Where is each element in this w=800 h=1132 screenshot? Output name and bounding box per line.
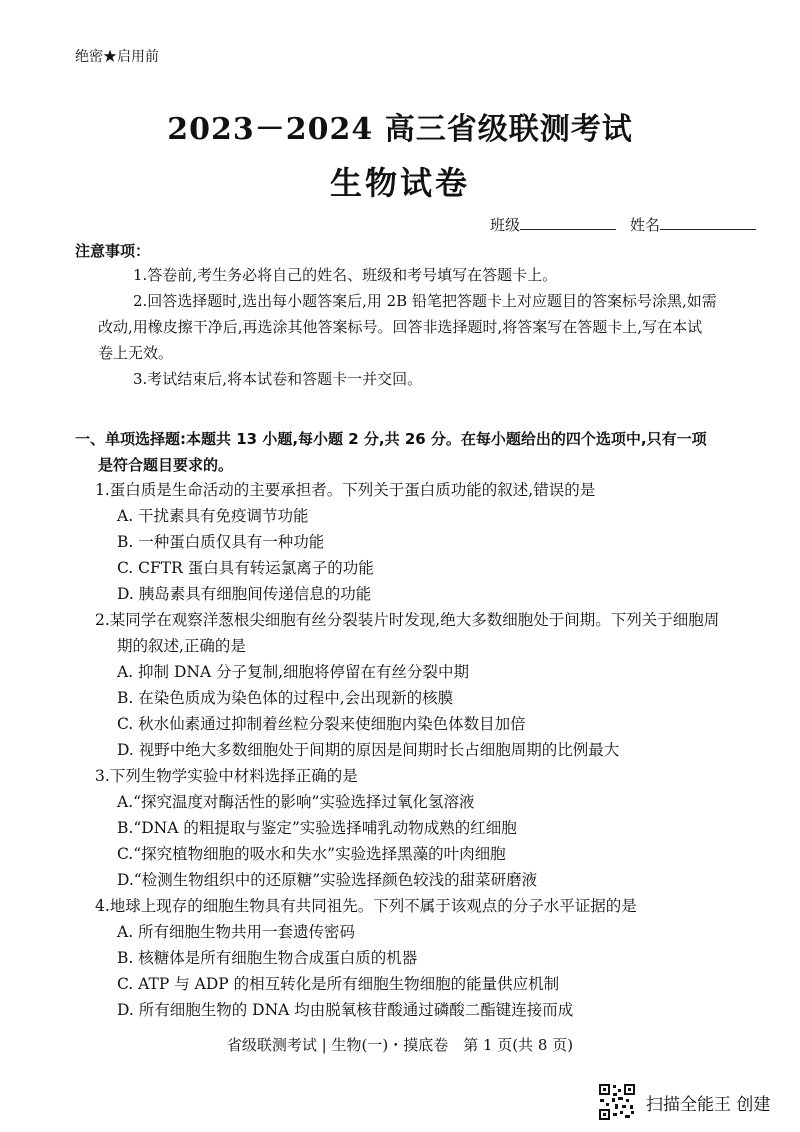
exam-title: 2023－2024 高三省级联测考试: [167, 112, 633, 147]
section-heading-cont: 是符合题目要求的。: [98, 456, 234, 474]
option: A. 干扰素具有免疫调节功能: [117, 507, 309, 525]
question-stem-cont: 期的叙述,正确的是: [117, 637, 246, 655]
student-info-fields: [490, 214, 770, 235]
scanner-watermark: [598, 1083, 770, 1121]
notice-line: 3.考试结束后,将本试卷和答题卡一并交回。: [133, 370, 423, 388]
section-heading: 一、单项选择题:本题共 13 小题,每小题 2 分,共 26 分。在每小题给出的四个选项中,只有一项: [75, 430, 707, 448]
notice-line: 改动,用橡皮擦干净后,再选涂其他答案标号。回答非选择题时,将答案写在答题卡上,写在本试: [98, 318, 703, 336]
option: B.“DNA 的粗提取与鉴定”实验选择哺乳动物成熟的红细胞: [117, 819, 517, 837]
option: B. 在染色质成为染色体的过程中,会出现新的核膜: [117, 689, 454, 707]
name-label: 姓名: [630, 216, 661, 234]
subject-title: 生物试卷: [329, 164, 470, 202]
notice-line: 2.回答选择题时,选出每小题答案后,用 2B 铅笔把答题卡上对应题目的答案标号涂黑,如需: [133, 292, 717, 310]
option: A.“探究温度对酶活性的影响”实验选择过氧化氢溶液: [117, 793, 475, 811]
notice-heading: 注意事项：: [75, 242, 151, 260]
watermark-text: 扫描全能王 创建: [646, 1094, 771, 1115]
option: A. 抑制 DNA 分子复制,细胞将停留在有丝分裂中期: [117, 663, 470, 681]
notice-line: 卷上无效。: [98, 344, 174, 362]
class-label: 班级: [490, 216, 521, 234]
option: A. 所有细胞生物共用一套遗传密码: [117, 923, 356, 941]
option: D.“检测生物组织中的还原糖”实验选择颜色较浅的甜菜研磨液: [117, 871, 538, 889]
option: C. CFTR 蛋白具有转运氯离子的功能: [117, 559, 374, 577]
option: D. 所有细胞生物的 DNA 均由脱氧核苷酸通过磷酸二酯键连接而成: [117, 1001, 574, 1019]
option: B. 一种蛋白质仅具有一种功能: [117, 533, 325, 551]
page-footer: 省级联测考试 | 生物(一)・摸底卷 第 1 页(共 8 页): [226, 1036, 574, 1054]
secret-label: 绝密★启用前: [75, 49, 159, 65]
class-blank: [520, 215, 616, 230]
notice-line: 1.答卷前,考生务必将自己的姓名、班级和考号填写在答题卡上。: [133, 266, 558, 284]
question-stem: 1.蛋白质是生命活动的主要承担者。下列关于蛋白质功能的叙述,错误的是: [95, 481, 596, 499]
option: B. 核糖体是所有细胞生物合成蛋白质的机器: [117, 949, 418, 967]
option: D. 视野中绝大多数细胞处于间期的原因是间期时长占细胞周期的比例最大: [117, 741, 620, 759]
question-stem: 4.地球上现存的细胞生物具有共同祖先。下列不属于该观点的分子水平证据的是: [95, 897, 637, 915]
option: C. ATP 与 ADP 的相互转化是所有细胞生物细胞的能量供应机制: [117, 975, 560, 993]
question-stem: 3.下列生物学实验中材料选择正确的是: [95, 767, 358, 785]
option: C. 秋水仙素通过抑制着丝粒分裂来使细胞内染色体数目加倍: [117, 715, 526, 733]
option: C.“探究植物细胞的吸水和失水”实验选择黑藻的叶肉细胞: [117, 845, 506, 863]
option: D. 胰岛素具有细胞间传递信息的功能: [117, 585, 372, 603]
question-stem: 2.某同学在观察洋葱根尖细胞有丝分裂装片时发现,绝大多数细胞处于间期。下列关于细胞周: [95, 611, 720, 629]
name-blank: [660, 215, 756, 230]
qr-code-icon: [598, 1083, 636, 1121]
